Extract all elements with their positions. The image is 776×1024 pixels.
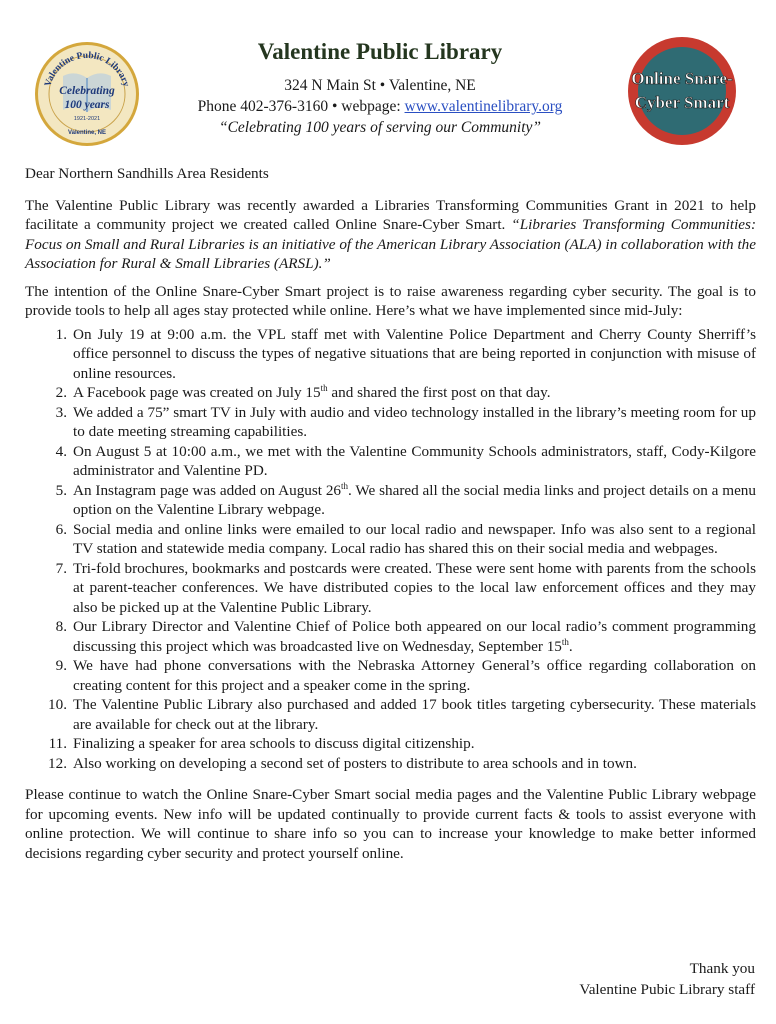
cyber-smart-logo: [627, 36, 737, 146]
paragraph-intention: The intention of the Online Snare-Cyber Smart project is to raise awareness regarding cyber security. The goal is to provide tools to help all ages stay protected while online. Here’s what we have implemented since mid-July:: [25, 282, 756, 319]
logo-inner-circle: [638, 47, 726, 135]
logo-line-2: Cyber Smart: [634, 93, 730, 112]
paragraph-closing: Please continue to watch the Online Snare-Cyber Smart social media pages and the Valentine Public Library webpage for upcoming events. New info will be updated continually to provide current facts & tools to assist everyone with online protection. We will continue to share info so you can to increase your knowledge to make better informed decisions regarding cyber security and protect yourself online.: [25, 786, 756, 862]
tagline: “Celebrating 100 years of serving our Community”: [218, 119, 542, 136]
grant-text: The Valentine Public Library was recently awarded a Libraries Transforming Communities Grant in 2021 to help facilitate a community project we created called Online Snare-Cyber Smart.: [25, 196, 756, 233]
seal-arc-text: Valentine Public Library: [43, 50, 131, 88]
org-name: Valentine Public Library: [257, 39, 503, 64]
seal-line-1: Celebrating: [59, 85, 115, 97]
list-item: 10. The Valentine Public Library also purchased and added 17 book titles targeting cybersecurity. These materials are available for check out at the library.: [48, 696, 756, 733]
phone-text: Phone 402-376-3160 • webpage:: [197, 98, 405, 115]
paragraph-grant: [25, 196, 756, 274]
list-item: 8. Our Library Director and Valentine Chief of Police both appeared on our local radio’s comment programming discussing this project which was broadcasted live on Wednesday, September 15th.: [55, 618, 756, 655]
list-item: 12. Also working on developing a second set of posters to distribute to area schools and in town.: [48, 754, 637, 772]
list-item: 7. Tri-fold brochures, bookmarks and postcards were created. These were sent home with parents from the schools at parent-teacher conferences. We have distributed copies to the local law enforcement offices and they may also be picked up at the Valentine Public Library.: [55, 559, 756, 616]
activities-list: [25, 325, 756, 774]
list-item: 11. Finalizing a speaker for area schools to discuss digital citizenship.: [48, 735, 475, 752]
greeting: Dear Northern Sandhills Area Residents: [25, 165, 269, 182]
logo-line-1: Online Snare-: [631, 69, 733, 88]
thanks-text: Thank you: [689, 960, 755, 977]
list-item: 5. An Instagram page was added on August 26th. We shared all the social media links and project details on a menu option on the Valentine Library webpage.: [55, 480, 756, 518]
seal-bottom-text: Valentine, NE: [67, 130, 107, 136]
list-item: 3. We added a 75” smart TV in July with audio and video technology installed in the library’s meeting room for up to date meeting streaming capabilities.: [55, 403, 756, 440]
library-anniversary-logo: [33, 40, 141, 148]
list-item: 4. On August 5 at 10:00 a.m., we met with the Valentine Community Schools administrators, staff, Cody-Kilgore administrator and Valentine PD.: [55, 442, 756, 479]
letter-body: [25, 164, 756, 863]
contact-line: [160, 96, 600, 117]
list-item: 6. Social media and online links were emailed to our local radio and newspaper. Info was also sent to a regional TV station and statewide media company. Local radio has shared this on their social media and webpages.: [55, 520, 756, 557]
seal-years: 1921-2021: [73, 116, 101, 122]
letterhead: [160, 38, 600, 138]
list-item: 2. A Facebook page was created on July 15th and shared the first post on that day.: [55, 382, 551, 401]
list-item: 9. We have had phone conversations with the Nebraska Attorney General’s office regarding collaboration on creating content for this project and a speaker come in the spring.: [55, 657, 756, 694]
seal-line-2: 100 years: [64, 99, 110, 111]
signoff: [579, 958, 755, 1000]
signature-text: Valentine Pubic Library staff: [579, 981, 755, 998]
grant-quote: “Libraries Transforming Communities: Focus on Small and Rural Libraries is an initiative of the American Library Association (ALA) in collaboration with the Association for Rural & Small Libraries (ARSL).”: [25, 216, 757, 272]
website-link[interactable]: www.valentinelibrary.org: [404, 98, 563, 115]
address: 324 N Main St • Valentine, NE: [284, 77, 476, 94]
list-item: 1. On July 19 at 9:00 a.m. the VPL staff met with Valentine Police Department and Cherry County Sherriff’s office personnel to discuss the types of negative situations that are being reported in conjunction with misuse of online resources.: [55, 325, 756, 382]
